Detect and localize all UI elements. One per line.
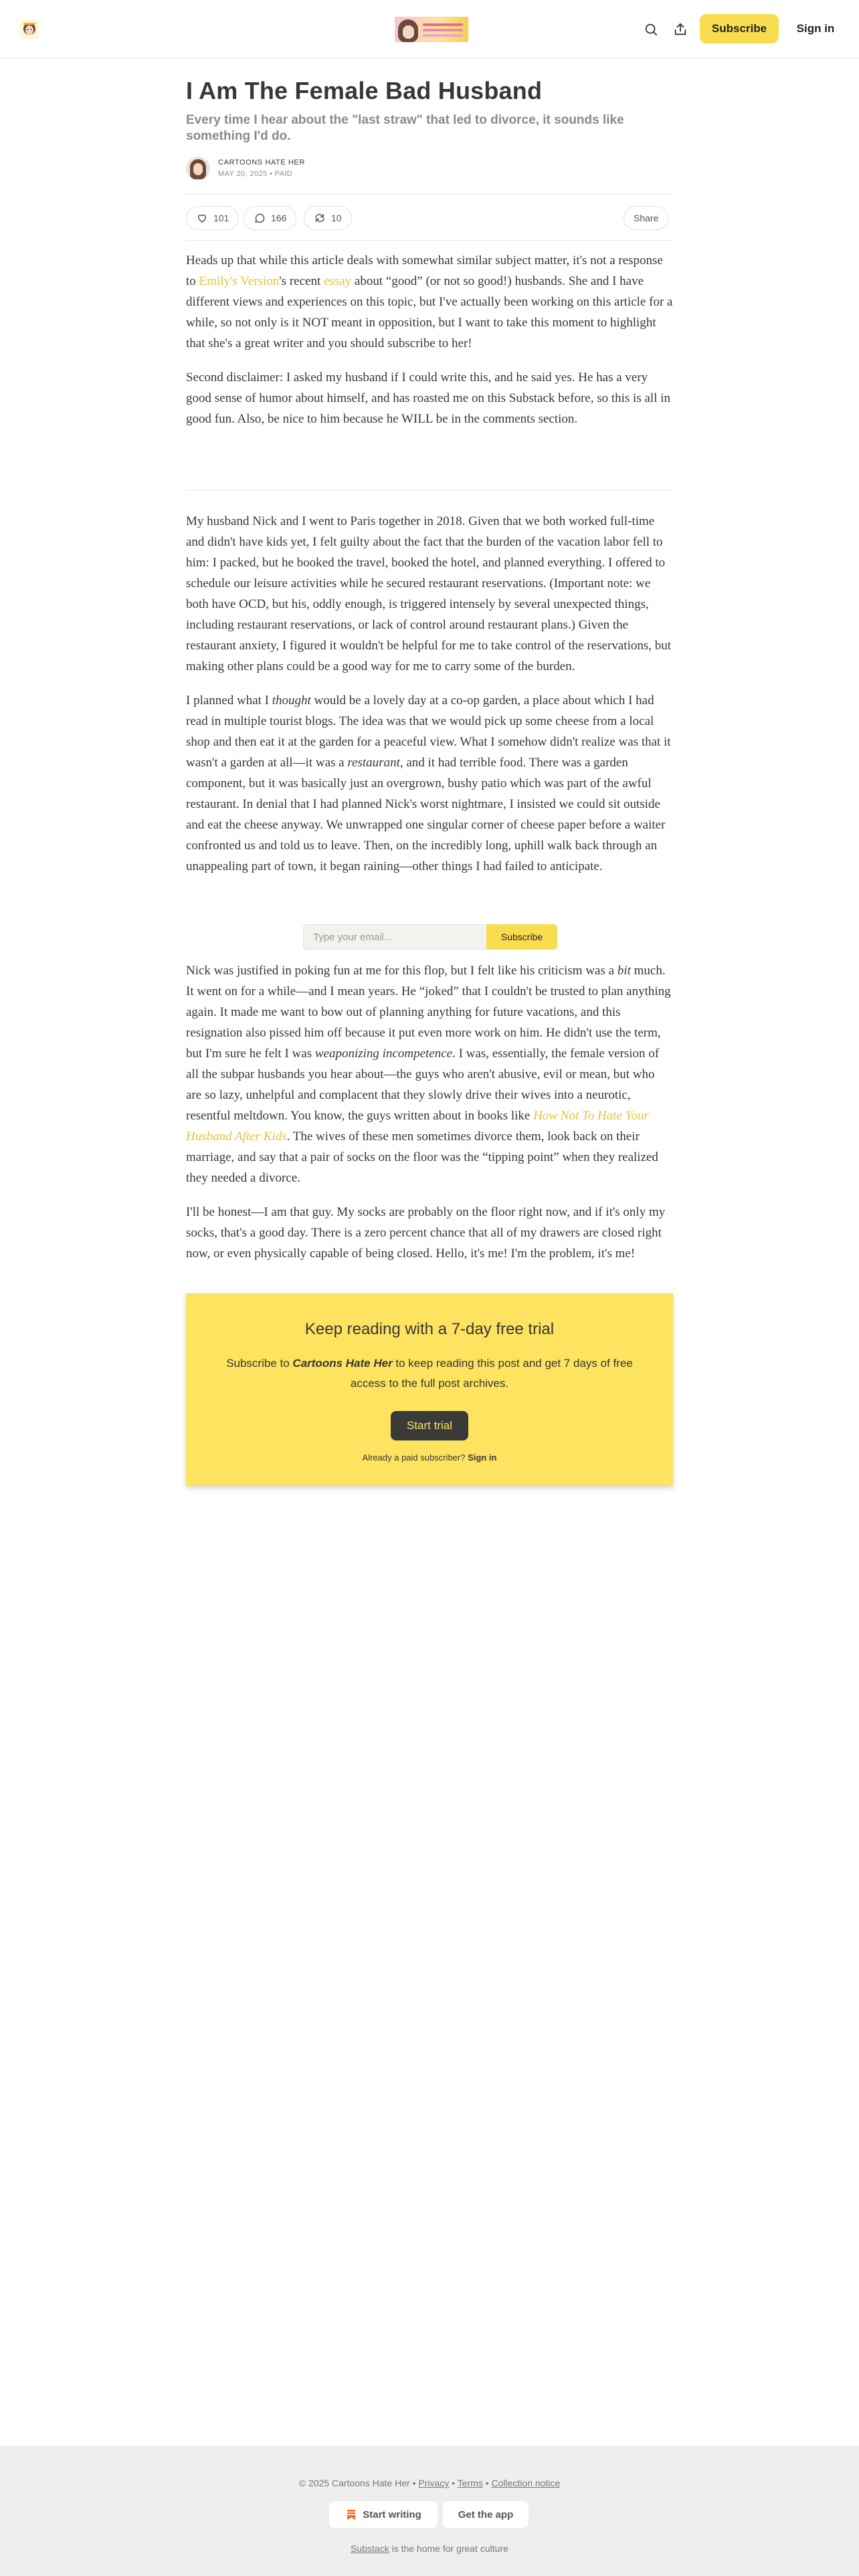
like-count: 101 xyxy=(213,213,229,223)
author-name[interactable]: CARTOONS HATE HER xyxy=(218,158,305,167)
like-button[interactable] xyxy=(186,206,239,230)
privacy-link[interactable]: Privacy xyxy=(418,2478,450,2488)
paragraph-garden xyxy=(186,690,673,877)
text: Already a paid subscriber? xyxy=(362,1453,466,1463)
footer-links xyxy=(0,2478,859,2488)
share-icon[interactable] xyxy=(670,19,690,39)
top-navigation-bar xyxy=(0,0,859,59)
text: 's recent xyxy=(279,274,324,288)
separator: • xyxy=(482,2478,492,2488)
restack-icon xyxy=(314,212,326,224)
inline-subscribe-form xyxy=(303,924,557,950)
text: . The wives of these men sometimes divorce them, look back on their marriage, and say that a pair of socks on the floor was the “tipping point” when they realized they needed a divorce. xyxy=(186,1130,658,1185)
post-date: MAY 20, 2025 • PAID xyxy=(218,170,293,178)
paywall-title: Keep reading with a 7-day free trial xyxy=(304,1320,555,1338)
essay-link[interactable]: essay xyxy=(323,274,352,288)
publication-banner-logo[interactable] xyxy=(395,17,468,42)
post-body-main xyxy=(186,511,673,877)
collection-notice-link[interactable]: Collection notice xyxy=(491,2478,561,2488)
restack-button[interactable] xyxy=(304,206,352,230)
get-the-app-button[interactable]: Get the app xyxy=(443,2501,529,2528)
author-avatar[interactable] xyxy=(186,156,210,181)
post-body-continued xyxy=(186,960,673,1264)
paragraph-honest: I'll be honest—I am that guy. My socks are probably on the floor right now, and if it's only my socks, that's a good day. There is a zero percent chance that all of my drawers are closed right now, or even physically capable of being closed. Hello, it's me! I'm the problem, it's me! xyxy=(186,1205,666,1261)
post-actions-bar xyxy=(186,194,673,241)
comment-count: 166 xyxy=(271,213,287,223)
comment-icon xyxy=(254,212,266,224)
text: , and it had terrible food. There was a garden component, but it was basically just an overgrown, bushy patio which was part of the awful restaurant. In denial that I had planned Nick's worst nightmare, I insisted we could sit outside and eat the cheese anyway. We unwrapped one singular corner of cheese paper before a waiter confronted us and told us to leave. Then, on the incredibly long, uphill walk back through an unappealing part of town, it began raining—other things I had failed to anticipate. xyxy=(186,756,666,873)
tagline-text: is the home for great culture xyxy=(389,2543,508,2554)
sign-in-button[interactable]: Sign in xyxy=(796,22,835,35)
comments-button[interactable] xyxy=(244,206,296,230)
emphasis: bit xyxy=(617,964,631,978)
separator: • xyxy=(409,2478,419,2488)
email-subscribe-button[interactable]: Subscribe xyxy=(486,924,557,950)
text: Subscribe to xyxy=(226,1357,293,1370)
text: . I was, essentially, the female version of all the subpar husbands you hear about—the guys who aren't abusive, evil or mean, but who are so lazy, unhelpful and complacent that they slowly drive their wives into a neurotic, resentful meltdown. You know, the guys written about in books like xyxy=(186,1047,660,1123)
book-link[interactable]: How Not To Hate Your Husband After Kids xyxy=(186,1109,649,1144)
post-title: I Am The Female Bad Husband xyxy=(186,77,543,104)
paywall-description xyxy=(218,1354,641,1394)
text: Nick was justified in poking fun at me for this flop, but I felt like his criticism was a xyxy=(186,964,617,978)
substack-logo-icon xyxy=(345,2508,357,2520)
text: Heads up that while this article deals with somewhat similar subject matter, it's not a response to xyxy=(186,253,663,288)
start-writing-button[interactable] xyxy=(329,2501,438,2528)
paywall-sign-in-link[interactable]: Sign in xyxy=(468,1453,497,1463)
text: much. It went on for a while—and I mean years. He “joked” that I couldn't be trusted to plan anything again. It made me want to bow out of planning anything for future vacations, and this resignation also pissed him off because it put even more work on him. He didn't use the term, but I'm sure he felt I was xyxy=(186,964,671,1061)
emphasis: restaurant xyxy=(347,756,400,770)
paragraph-disclaimer-2: Second disclaimer: I asked my husband if I could write this, and he said yes. He has a very good sense of humor about himself, and has roasted me on this Substack before, so this is all in good fun. Also, be nice to him because he WILL be in the comments section. xyxy=(186,370,670,426)
text: to keep reading this post and get 7 days of free access to the full post archives. xyxy=(350,1357,633,1390)
start-writing-label: Start writing xyxy=(363,2508,421,2520)
restack-count: 10 xyxy=(331,213,342,223)
emilys-version-link[interactable]: Emily's Version xyxy=(199,274,280,288)
copyright-text: © 2025 Cartoons Hate Her xyxy=(298,2478,410,2488)
byline xyxy=(186,156,673,183)
site-footer xyxy=(0,2446,859,2576)
paid-subscriber-prompt xyxy=(186,1453,673,1463)
text: would be a lovely day at a co-op garden, a place about which I had read in multiple tourist blogs. The idea was that we would pick up some cheese from a local shop and then eat it at the garden for a peaceful view. What I somehow didn't realize was that it wasn't a garden at all—it was a xyxy=(186,693,671,770)
banner-wordmark-graphic xyxy=(423,23,463,26)
post-subtitle: Every time I hear about the "last straw" that led to divorce, it sounds like something I'd do. xyxy=(186,113,624,143)
paragraph-disclaimer-1 xyxy=(186,250,673,354)
paragraph-paris: My husband Nick and I went to Paris together in 2018. Given that we both worked full-time and didn't have kids yet, I felt guilty about the fact that the burden of the vacation labor fell to him: I packed, but he booked the travel, booked the hotel, and planned everything. I offered to schedule our leisure activities while he secured restaurant reservations. (Important note: we both have OCD, but his, oddly enough, is triggered intensely by several unexpected things, including restaurant reservations, or lack of control around restaurant plans.) Given the restaurant anxiety, I figured it wouldn't be helpful for me to take control of the reservations, but making other plans could be a good way for me to carry some of the burden. xyxy=(186,514,672,673)
section-divider xyxy=(186,490,673,491)
emphasis: thought xyxy=(272,693,311,708)
paragraph-criticism xyxy=(186,960,673,1188)
cartoon-face-icon xyxy=(17,17,41,41)
search-icon[interactable] xyxy=(641,19,661,39)
subscribe-button[interactable]: Subscribe xyxy=(700,14,779,43)
post-body-intro xyxy=(186,250,673,429)
publication-name: Cartoons Hate Her xyxy=(292,1357,393,1370)
text: about “good” (or not so good!) husbands. She and I have different views and experiences on this topic, but I've actually been working on this article for a while, so not only is it NOT meant in opposition, but I want to take this moment to highlight that she's a great writer and you should subscribe to her! xyxy=(186,274,673,350)
email-input[interactable]: Type your email... xyxy=(303,924,486,950)
banner-character-illustration xyxy=(398,19,418,42)
emphasis: weaponizing incompetence xyxy=(314,1047,453,1061)
footer-tagline xyxy=(0,2543,859,2554)
terms-link[interactable]: Terms xyxy=(457,2478,483,2488)
start-trial-button[interactable]: Start trial xyxy=(391,1411,468,1440)
text: I planned what I xyxy=(186,693,272,708)
paywall-card xyxy=(186,1293,673,1486)
heart-icon xyxy=(196,212,208,224)
share-post-button[interactable]: Share xyxy=(624,206,668,230)
separator: • xyxy=(449,2478,458,2488)
publication-logo-icon[interactable] xyxy=(17,17,41,41)
substack-link[interactable]: Substack xyxy=(351,2543,389,2554)
